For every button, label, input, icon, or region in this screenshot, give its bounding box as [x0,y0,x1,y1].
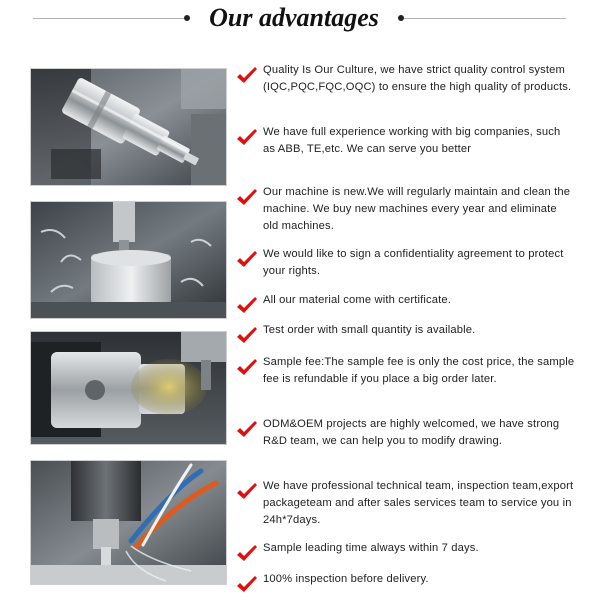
red-check-icon [236,544,258,564]
red-check-icon [236,575,258,595]
advantage-text: Test order with small quantity is available. [263,324,476,336]
header-dot-left [184,15,190,21]
advantage-text: Quality Is Our Culture, we have strict quality control system (IQC,PQC,FQC,OQC) to ensure the high quality of products. [263,64,572,93]
red-check-icon [236,326,258,346]
advantage-text: We have full experience working with big companies, such as ABB, TE,etc. We can serve you better [263,126,561,155]
advantage-text: We have professional technical team, inspection team,export packageteam and after sales services team to service you in 24h*7days. [263,480,574,526]
red-check-icon [236,66,258,86]
advantage-text: ODM&OEM projects are highly welcomed, we have strong R&D team, we can help you to modify drawing. [263,418,560,447]
lathe-turning-coolant-photo [30,331,227,445]
red-check-icon [236,482,258,502]
advantage-text: All our material come with certificate. [263,294,452,306]
advantage-text: Sample fee:The sample fee is only the cost price, the sample fee is refundable if you place a big order later. [263,356,575,385]
red-check-icon [236,188,258,208]
cnc-machine-coolant-hoses-photo [30,460,227,585]
advantage-text: Sample leading time always within 7 days. [263,542,479,554]
advantages-list [236,0,576,600]
red-check-icon [236,250,258,270]
cnc-spindle-tool-holder-photo [30,68,227,186]
red-check-icon [236,420,258,440]
red-check-icon [236,358,258,378]
advantage-text: Our machine is new.We will regularly maintain and clean the machine. We buy new machines every year and eliminate old machines. [263,186,571,232]
cnc-milling-chips-photo [30,201,227,319]
page-title: Our advantages [209,3,379,32]
red-check-icon [236,128,258,148]
advantage-text: We would like to sign a confidentiality agreement to protect your rights. [263,248,564,277]
advantage-text: 100% inspection before delivery. [263,573,429,585]
header-rule-left [33,18,185,19]
red-check-icon [236,296,258,316]
